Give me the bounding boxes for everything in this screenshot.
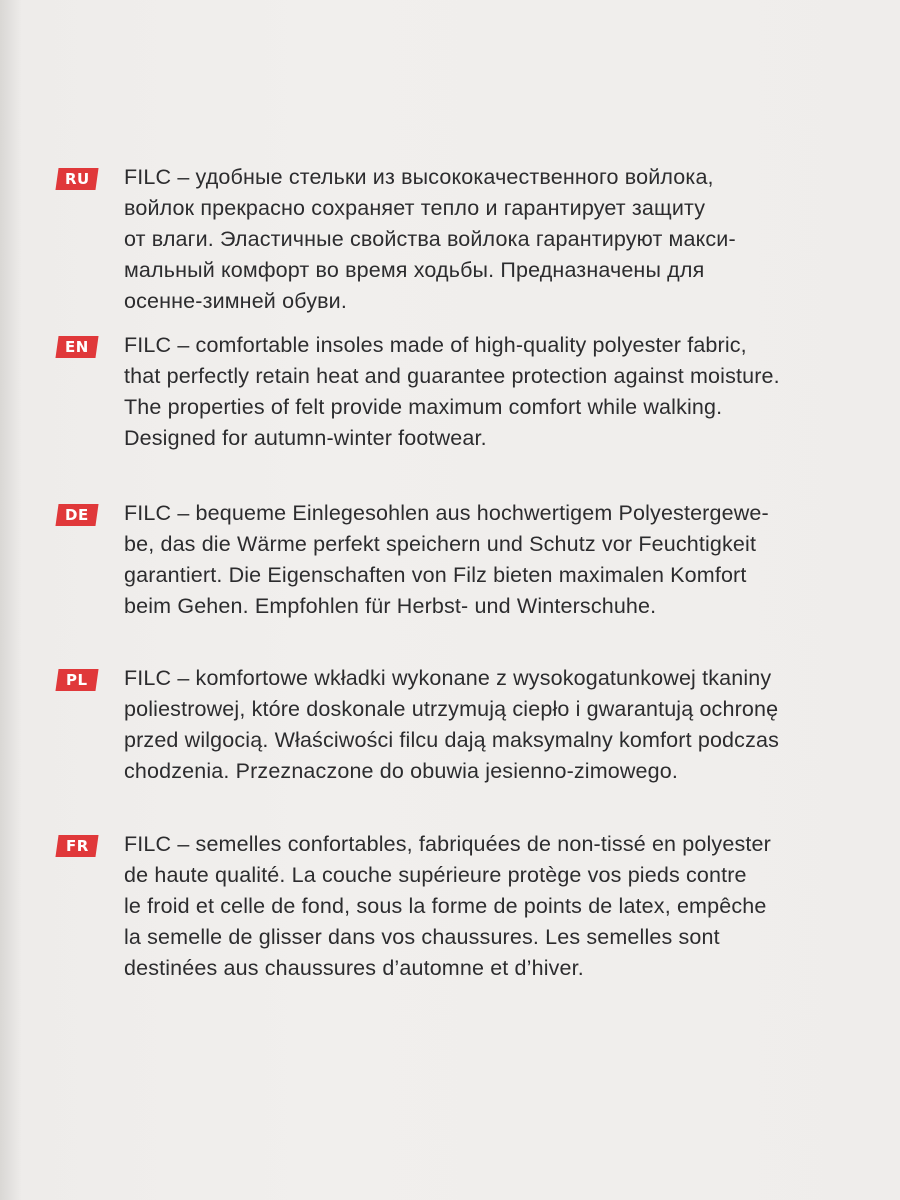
language-badge-label: RU — [64, 170, 90, 188]
language-badge-ru — [55, 168, 98, 190]
language-badge-pl — [55, 669, 98, 691]
language-badge-en — [55, 336, 98, 358]
language-badge-label: FR — [65, 837, 89, 855]
description-en: FILC – comfortable insoles made of high-quality polyester fabric, that perfectly retain heat and guarantee protection against moisture. The properties of felt provide maximum comfort while walking. Designed for autumn-winter footwear. — [124, 333, 780, 450]
description-ru: FILC – удобные стельки из высококачественного войлока, войлок прекрасно сохраняет тепло и гарантирует защиту от влаги. Эластичные свойства войлока гарантируют макси- мальный комфорт во время ходьбы. Предназначены для осенне-зимней обуви. — [124, 165, 736, 313]
language-badge-de — [55, 504, 98, 526]
language-badge-fr — [55, 835, 98, 857]
page-edge-shadow — [0, 0, 22, 1200]
language-badge-label: DE — [65, 506, 89, 524]
language-badge-label: PL — [66, 671, 88, 689]
description-de: FILC – bequeme Einlegesohlen aus hochwertigem Polyestergewe- be, das die Wärme perfekt speichern und Schutz vor Feuchtigkeit garantiert. Die Eigenschaften von Filz bieten maximalen Komfort beim Gehen. Empfohlen für Herbst- und Winterschuhe. — [124, 501, 769, 618]
description-pl: FILC – komfortowe wkładki wykonane z wysokogatunkowej tkaniny poliestrowej, które doskonale utrzymują ciepło i gwarantują ochronę przed wilgocią. Właściwości filcu dają maksymalny komfort podczas chodzenia. Przeznaczone do obuwia jesienno-zimowego. — [124, 666, 779, 783]
language-badge-label: EN — [65, 338, 89, 356]
description-fr: FILC – semelles confortables, fabriquées de non-tissé en polyester de haute qualité. La couche supérieure protège vos pieds contre le froid et celle de fond, sous la forme de points de latex, empêche la semelle de glisser dans vos chaussures. Les semelles sont destinées aus chaussures d’automne et d’hiver. — [124, 832, 771, 980]
